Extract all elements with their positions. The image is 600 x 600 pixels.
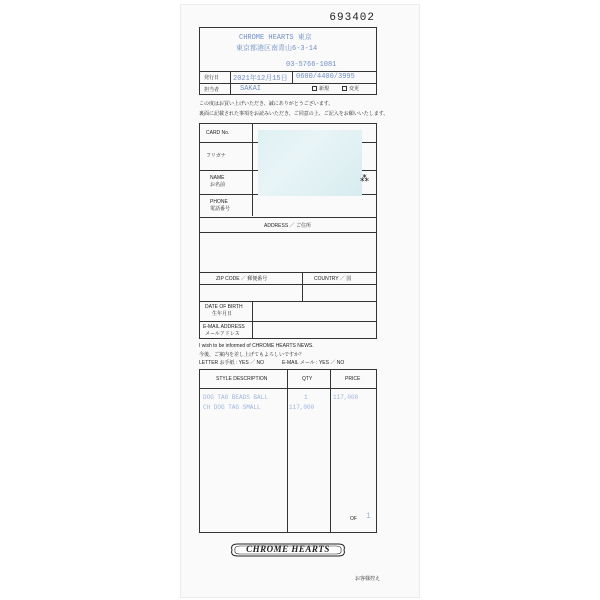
phone-jp-label: 電話番号 [210,206,231,212]
items-table [199,369,377,533]
row1-qty: 1 [304,394,308,401]
store-address: 東京都港区南青山6-3-14 [236,45,318,53]
new-label: 新規 [319,86,330,92]
news-line-1: I wish to be informed of CHROME HEARTS NEWS. [199,343,314,349]
logo-text: CHROME HEARTS [246,544,330,554]
chrome-hearts-logo [228,540,348,560]
store-stamp-box [199,27,377,95]
country-label: COUNTRY ／ 国 [314,276,352,282]
staff-label: 担当者 [204,87,220,93]
footer-customer-copy: お客様控え [355,576,381,582]
signature-mark: ⁂ [360,173,369,183]
customer-form [199,123,377,339]
name-jp-label: お名前 [210,182,226,188]
card-no-label: CARD No. [206,130,230,136]
change-label: 変更 [349,86,360,92]
staff-value: SAKAI [240,85,262,93]
header-style: STYLE DESCRIPTION [216,376,268,382]
store-name: CHROME HEARTS 東京 [239,34,312,42]
news-email-option[interactable]: E-MAIL メール : YES ／ NO [282,360,345,366]
issued-label: 発行日 [204,75,220,81]
row2-qty: 117,000 [289,404,315,411]
intro-line-2: 裏面に記載された事項をお読みいただき、ご同意の上、ご記入をお願いいたします。 [199,111,389,117]
dob-jp-label: 生年月日 [212,311,233,317]
news-letter-option[interactable]: LETTER お手紙 : YES ／ NO [199,360,265,366]
header-qty: QTY [302,376,313,382]
name-label: NAME [210,175,225,181]
row1-price: 117,000 [333,394,359,401]
email-jp-label: メールアドレス [205,331,240,337]
header-price: PRICE [345,376,361,382]
issued-value: 2021年12月15日 [233,75,288,83]
row1-description: DOG TAG BEADS BALL [203,394,268,401]
furigana-label: フリガナ [206,153,226,159]
of-label: OF [350,516,357,522]
store-phone: 03-5766-1081 [286,61,337,69]
row2-description: CH DOG TAG SMALL [203,404,261,411]
change-checkbox[interactable] [342,86,359,92]
redacted-info [258,130,362,196]
order-code: 0600/4400/3995 [296,73,355,81]
new-checkbox[interactable] [312,86,329,92]
email-label: E-MAIL ADDRESS [203,324,245,330]
address-label: ADDRESS ／ ご住所 [264,223,311,229]
intro-line-1: この度はお買い上げいただき、誠にありがとうございます。 [199,101,334,107]
of-value: 1 [366,512,371,521]
serial-number: 693402 [329,12,375,24]
news-line-2: 今後、ご案内を差し上げてもよろしいですか？ [199,352,305,358]
zip-label: ZIP CODE ／ 郵便番号 [216,276,268,282]
dob-label: DATE OF BIRTH [205,304,243,310]
phone-label: PHONE [210,199,228,205]
